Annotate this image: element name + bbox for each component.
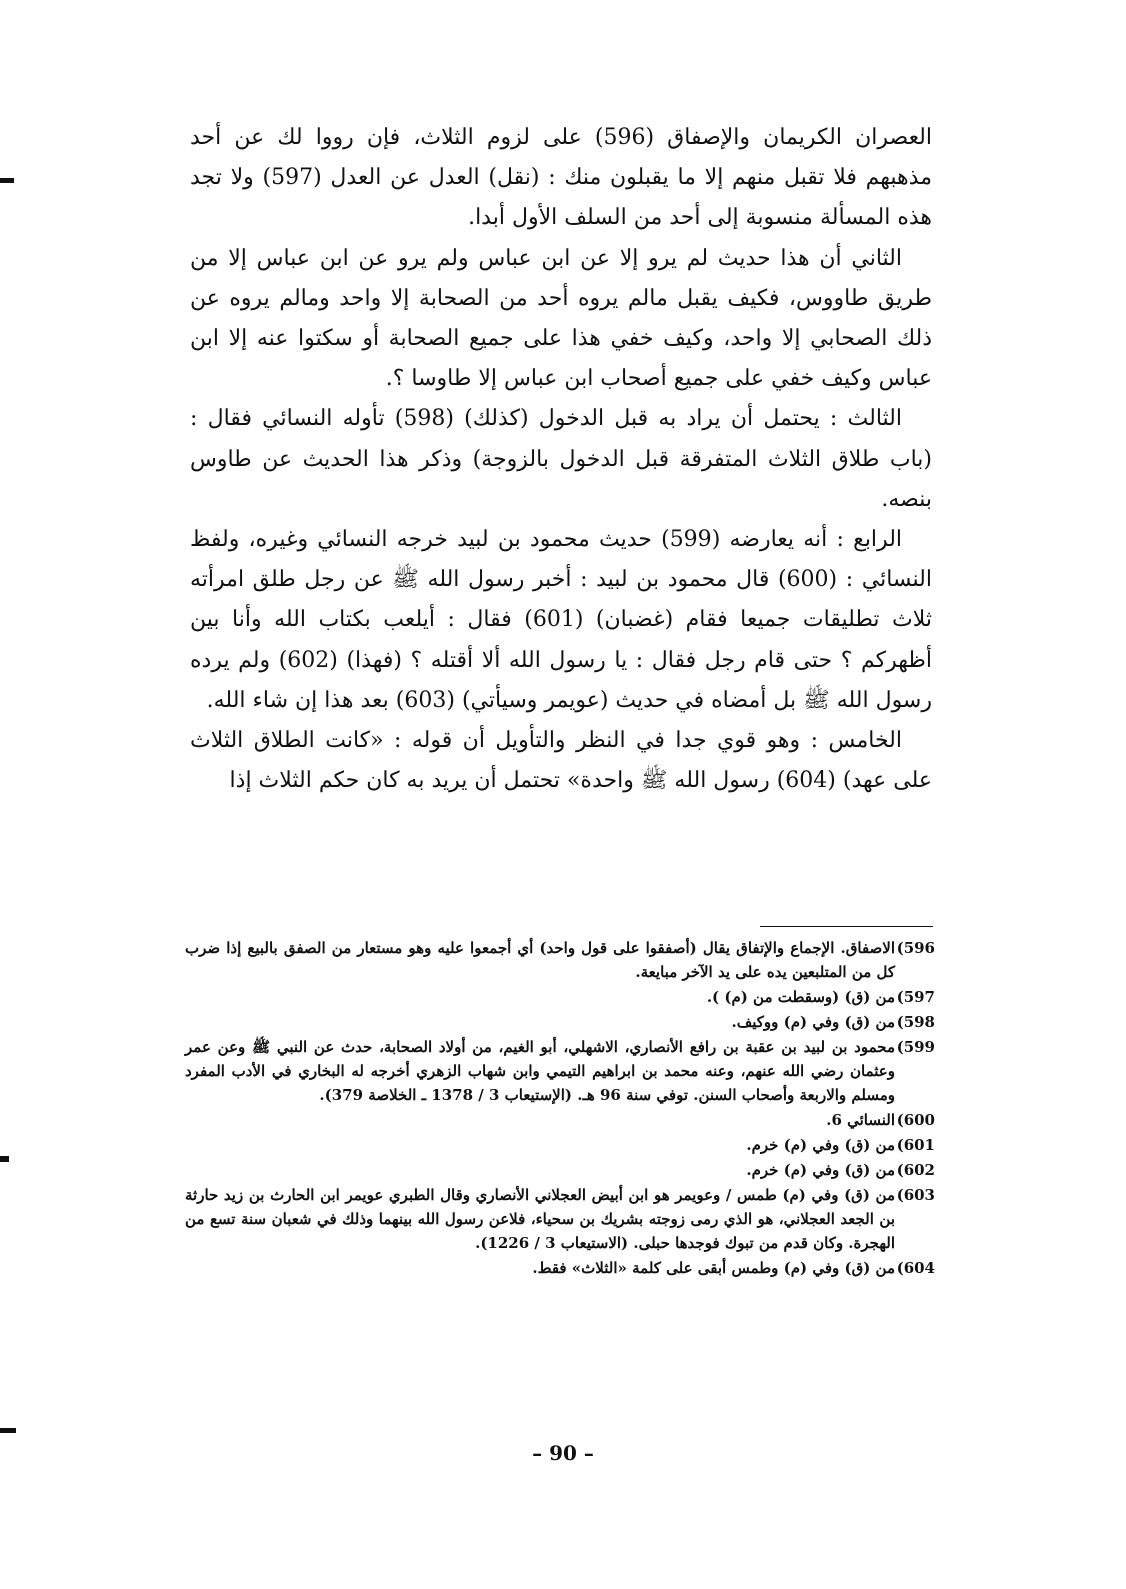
footnote-text: من (ق) وفي (م) خرم.	[746, 1161, 895, 1179]
paragraph-1: العصران الكريمان والإصفاق (596) على لزوم الثلاث، فإن رووا لك عن أحد مذهبهم فلا تقبل منهم إلا ما يقبلون منك : (نقل) العدل عن العدل (597) ولا تجد هذه المسألة منسوبة إلى أحد من السلف الأول أبدا.	[190, 125, 932, 231]
footnote-text: النسائي 6.	[826, 1111, 895, 1129]
footnote-number: 597)	[896, 988, 935, 1006]
footnote-number: 599)	[896, 1038, 935, 1056]
footnote-text: الاصفاق. الإجماع والإتفاق يقال (أصفقوا على قول واحد) أي أجمعوا عليه وهو مستعار من الصفق بالبيع إذا ضرب كل من المتلبعين يده على يد الآخر مبايعة.	[185, 939, 895, 981]
footnote-602	[185, 1158, 935, 1182]
footnote-number: 604)	[896, 1259, 935, 1277]
footnotes	[185, 936, 935, 1281]
page-number: – 90 –	[532, 1441, 594, 1465]
footnote-text: من (ق) وفي (م) وطمس أبقى على كلمة «الثلاث» فقط.	[532, 1259, 895, 1277]
footnote-number: 602)	[896, 1161, 935, 1179]
footnote-number: 596)	[896, 939, 935, 957]
footnote-number: 598)	[896, 1013, 935, 1031]
footnote-text: محمود بن لبيد بن عقبة بن رافع الأنصاري، الاشهلي، أبو الغيم، من أولاد الصحابة، حدث عن النبي ﷺ وعن عمر وعثمان رضي الله عنهم، وعنه محمد بن ابراهيم التيمي وابن شهاب الزهري أخرجه له البخاري في الأدب المفرد ومسلم والاربعة وأصحاب السنن. توفي سنة 96 هـ. (الإستيعاب 3 / 1378 ـ الخلاصة 379).	[185, 1038, 895, 1104]
scan-mark	[0, 1428, 16, 1433]
footnote-604	[185, 1256, 935, 1280]
main-text	[190, 118, 932, 801]
paragraph-5: الخامس : وهو قوي جدا في النظر والتأويل أن قوله : «كانت الطلاق الثلاث على عهد) (604) رسول الله ﷺ واحدة» تحتمل أن يريد به كان حكم الثلاث إذا	[190, 728, 932, 794]
scan-mark	[0, 178, 14, 183]
footnote-601	[185, 1133, 935, 1157]
footnote-598	[185, 1010, 935, 1034]
footnote-596	[185, 936, 935, 984]
paragraph-3: الثالث : يحتمل أن يراد به قبل الدخول (كذلك) (598) تأوله النسائي فقال : (باب طلاق الثلاث المتفرقة قبل الدخول بالزوجة) وذكر هذا الحديث عن طاوس بنصه.	[190, 406, 932, 512]
footnote-number: 600)	[896, 1111, 935, 1129]
paragraph-2: الثاني أن هذا حديث لم يرو إلا عن ابن عباس ولم يرو عن ابن عباس إلا من طريق طاووس، فكيف يقبل مالم يروه أحد من الصحابة إلا واحد ومالم يروه عن ذلك الصحابي إلا واحد، وكيف خفي هذا على جميع الصحابة أو سكتوا عنه إلا ابن عباس وكيف خفي على جميع أصحاب ابن عباس إلا طاوسا ؟.	[190, 245, 932, 392]
footnote-text: من (ق) وفي (م) طمس / وعويمر هو ابن أبيض العجلاني الأنصاري وقال الطبري عويمر ابن الحارث بن زيد حارثة بن الجعد العجلاني، هو الذي رمى زوجته بشريك بن سحياء، فلاعن رسول الله بينهما وذلك في شعبان سنة تسع من الهجرة. وكان قدم من تبوك فوجدها حبلى. (الاستيعاب 3 / 1226).	[185, 1186, 896, 1252]
footnote-text: من (ق) (وسقطت من (م) ).	[706, 988, 895, 1006]
footnote-603	[185, 1183, 935, 1255]
footnote-text: من (ق) وفي (م) خرم.	[746, 1136, 895, 1154]
paragraph-4: الرابع : أنه يعارضه (599) حديث محمود بن لبيد خرجه النسائي وغيره، ولفظ النسائي : (600) قال محمود بن لبيد : أخبر رسول الله ﷺ عن رجل طلق امرأته ثلاث تطليقات جميعا فقام (غضبان) (601) فقال : أيلعب بكتاب الله وأنا بين أظهركم ؟ حتى قام رجل فقال : يا رسول الله ألا أقتله ؟ (فهذا) (602) ولم يرده رسول الله ﷺ بل أمضاه في حديث (عويمر وسيأتي) (603) بعد هذا إن شاء الله.	[190, 527, 932, 713]
footnote-600	[185, 1108, 935, 1132]
footnote-number: 601)	[896, 1136, 935, 1154]
footnote-number: 603)	[896, 1186, 935, 1204]
footnote-text: من (ق) وفي (م) ووكيف.	[731, 1013, 895, 1031]
footnote-separator	[760, 926, 933, 927]
scan-mark	[0, 1156, 9, 1162]
footnote-599	[185, 1035, 935, 1107]
footnote-597	[185, 985, 935, 1009]
